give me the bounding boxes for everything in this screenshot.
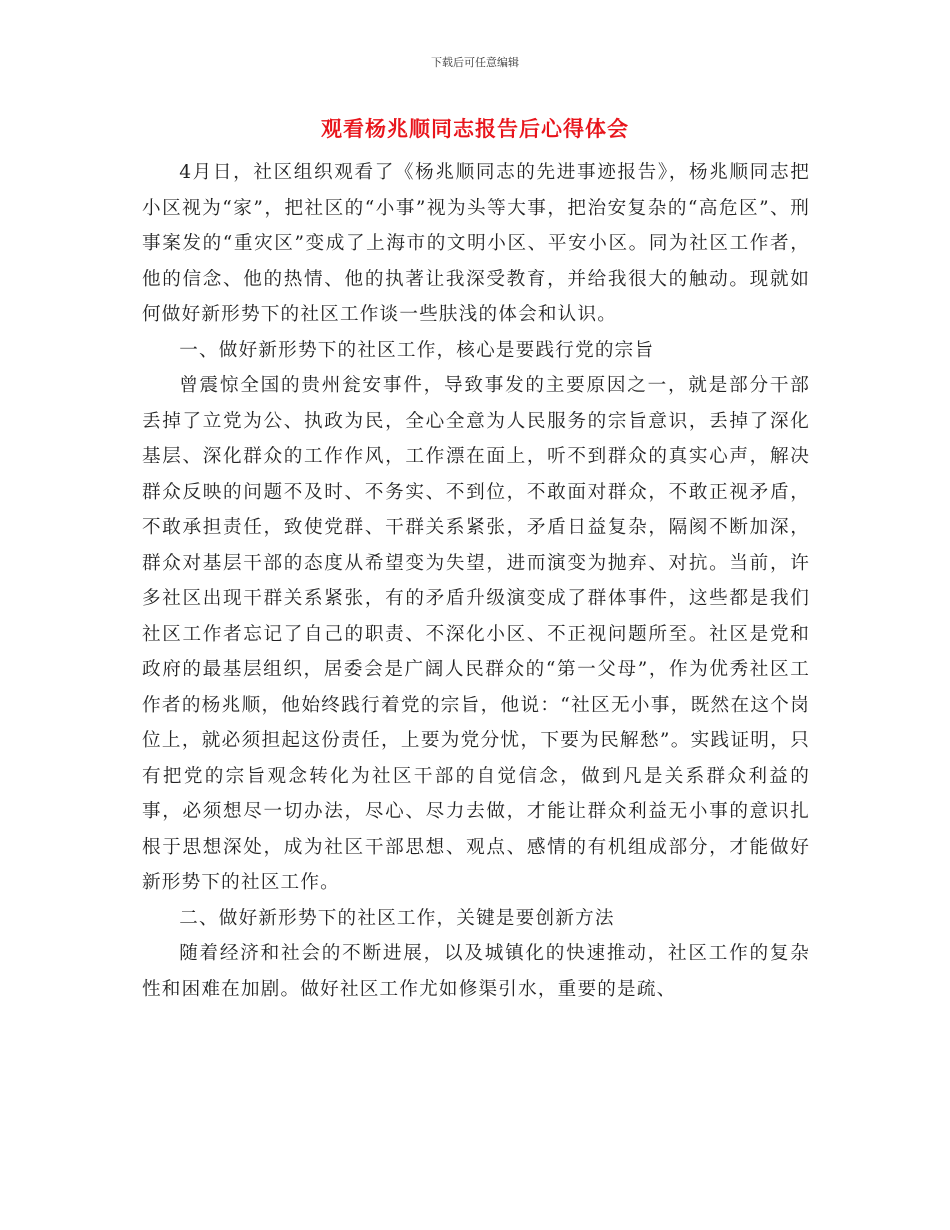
section-heading-2: 二、做好新形势下的社区工作，关键是要创新方法 — [179, 907, 615, 929]
document-title: 观看杨兆顺同志报告后心得体会 — [321, 117, 629, 141]
header-note: 下载后可任意编辑 — [431, 56, 519, 69]
section-heading-1: 一、做好新形势下的社区工作，核心是要践行党的宗旨 — [179, 339, 655, 361]
paragraph-section-1: 曾震惊全国的贵州瓮安事件，导致事发的主要原因之一，就是部分干部丢掉了立党为公、执政为民，全心全意为人民服务的宗旨意识，丢掉了深化基层、深化群众的工作作风，工作漂在面上，听不到群众的真实心声，解决群众反映的问题不及时、不务实、不到位，不敢面对群众，不敢正视矛盾，不敢承担责任，致使党群、干群关系紧张，矛盾日益复杂，隔阂不断加深，群众对基层干部的态度从希望变为失望，进而演变为抛弃、对抗。当前，许多社区出现干群关系紧张，有的矛盾升级演变成了群体事件，这些都是我们社区工作者忘记了自己的职责、不深化小区、不正视问题所至。社区是党和政府的最基层组织，居委会是广阔人民群众的“第一父母”，作为优秀社区工作者的杨兆顺，他始终践行着党的宗旨，他说：“社区无小事，既然在这个岗位上，就必须担起这份责任，上要为党分忧，下要为民解愁”。实践证明，只有把党的宗旨观念转化为社区干部的自觉信念，做到凡是关系群众利益的事，必须想尽一切办法，尽心、尽力去做，才能让群众利益无小事的意识扎根于思想深处，成为社区干部思想、观点、感情的有机组成部分，才能做好新形势下的社区工作。 — [142, 375, 810, 893]
paragraph-intro: 4月日，社区组织观看了《杨兆顺同志的先进事迹报告》，杨兆顺同志把小区视为“家”，把社区的“小事”视为头等大事，把治安复杂的“高危区”、刑事案发的“重灾区”变成了上海市的文明小区、平安小区。同为社区工作者，他的信念、他的热情、他的执著让我深受教育，并给我很大的触动。现就如何做好新形势下的社区工作谈一些肤浅的体会和认识。 — [142, 162, 810, 325]
paragraph-section-2: 随着经济和社会的不断进展，以及城镇化的快速推动，社区工作的复杂性和困难在加剧。做好社区工作尤如修渠引水，重要的是疏、 — [142, 943, 810, 1000]
document-body — [142, 155, 810, 1007]
